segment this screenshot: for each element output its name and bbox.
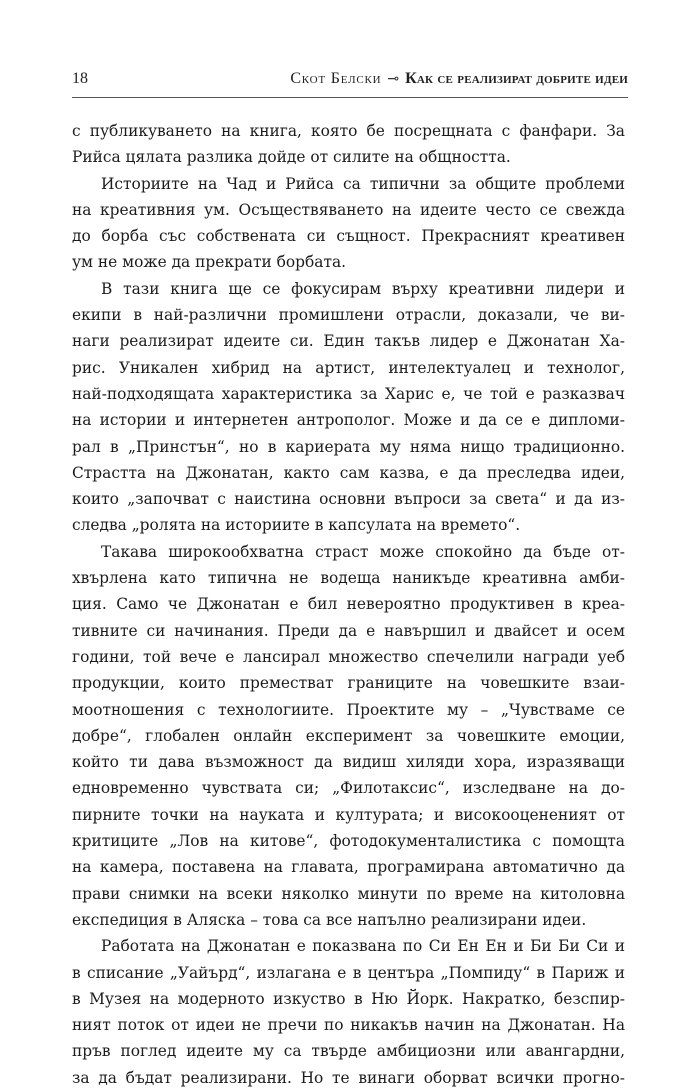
text-line: ният поток от идеи не пречи по никакъв начин на Джонатан. На	[72, 1016, 625, 1035]
text-line: Историите на Чад и Рийса са типични за общите проблеми	[101, 174, 625, 193]
text-line: на креативния ум. Осъществяването на идеите често се свежда	[72, 200, 625, 219]
body-text	[72, 118, 625, 1091]
text-line: експедиция в Аляска – това са все напълно реализирани идеи.	[72, 910, 587, 929]
text-line: едновременно чувствата си; „Филотаксис“, изследване на до-	[72, 779, 625, 798]
text-line: за да бъдат реализирани. Но те винаги оборват всички прогно-	[72, 1068, 625, 1087]
text-line: следва „ролята на историите в капсулата на времето“.	[72, 516, 521, 535]
header-author: Скот Белски	[290, 70, 382, 87]
text-line: продукции, които преместват границите на човешките взаи-	[72, 674, 625, 693]
text-line: В тази книга ще се фокусирам върху креативни лидери и	[101, 279, 625, 298]
text-line: в Музея на модерното изкуство в Ню Йорк. Накратко, безспир-	[72, 989, 625, 1008]
paragraph	[72, 276, 625, 539]
text-line: екипи в най-различни промишлени отрасли, доказали, че ви-	[72, 306, 625, 325]
page-number: 18	[72, 70, 88, 87]
text-line: рал в „Принстън“, но в кариерата му няма нищо традиционно.	[72, 437, 625, 456]
text-line: прави снимки на всеки няколко минути по време на китоловна	[72, 884, 625, 903]
text-line: критиците „Лов на китове“, фотодокументалистика с помощта	[72, 832, 625, 851]
header-rule	[72, 97, 628, 98]
key-icon: ⊸	[387, 72, 400, 87]
text-line: тивните си начинания. Преди да е навършил и двайсет и осем	[72, 621, 625, 640]
text-line: добре“, глобален онлайн експеримент за човешките емоции,	[72, 726, 625, 745]
text-line: Такава широкообхватна страст може спокойно да бъде от-	[101, 542, 625, 561]
text-line: Рийса цялата разлика дойде от силите на общността.	[72, 148, 511, 167]
paragraph	[72, 171, 625, 276]
text-line: до борба със собствената си същност. Прекрасният креативен	[72, 227, 625, 246]
text-line: с публикуването на книга, която бе посрещната с фанфари. За	[72, 122, 625, 140]
text-line: които „започват с наистина основни въпроси за света“ и да из-	[72, 490, 625, 509]
text-line: на истории и интернетен антрополог. Може и да се е дипломи-	[72, 411, 625, 430]
text-line: в списание „Уайърд“, излагана е в центъра „Помпиду“ в Париж и	[72, 963, 625, 982]
text-line: ум не може да прекрати борбата.	[72, 253, 347, 272]
paragraph	[72, 539, 625, 933]
text-line: на камера, поставена на главата, програмирана автоматично да	[72, 858, 625, 877]
paragraph	[72, 933, 625, 1091]
page-header	[72, 70, 628, 96]
running-head	[290, 70, 628, 88]
text-line: който ти дава възможност да видиш хиляди хора, изразяващи	[72, 753, 625, 772]
text-line: рис. Уникален хибрид на артист, интелектуалец и технолог,	[72, 358, 625, 377]
text-line: Страстта на Джонатан, както сам казва, е да преследва идеи,	[72, 463, 625, 482]
text-line: най-подходящата характеристика за Харис е, че той е разказвач	[72, 384, 625, 403]
paragraph	[72, 118, 625, 171]
text-line: ция. Само че Джонатан е бил невероятно продуктивен в креа-	[72, 595, 625, 614]
text-line: години, той вече е лансирал множество спечелили награди уеб	[72, 647, 625, 666]
text-line: хвърлена като типична не водеща наникъде креативна амби-	[72, 569, 625, 588]
header-book-title: Как се реализират добрите идеи	[405, 70, 628, 87]
text-line: моотношения с технологиите. Проектите му – „Чувстваме се	[72, 700, 625, 719]
text-line: пръв поглед идеите му са твърде амбициозни или авангардни,	[72, 1042, 625, 1061]
text-line: пирните точки на науката и културата; и високооцененият от	[72, 805, 625, 824]
text-line: Работата на Джонатан е показвана по Си Ен Ен и Би Би Си и	[101, 937, 625, 956]
text-line: наги реализират идеите си. Един такъв лидер е Джонатан Ха-	[72, 332, 625, 351]
